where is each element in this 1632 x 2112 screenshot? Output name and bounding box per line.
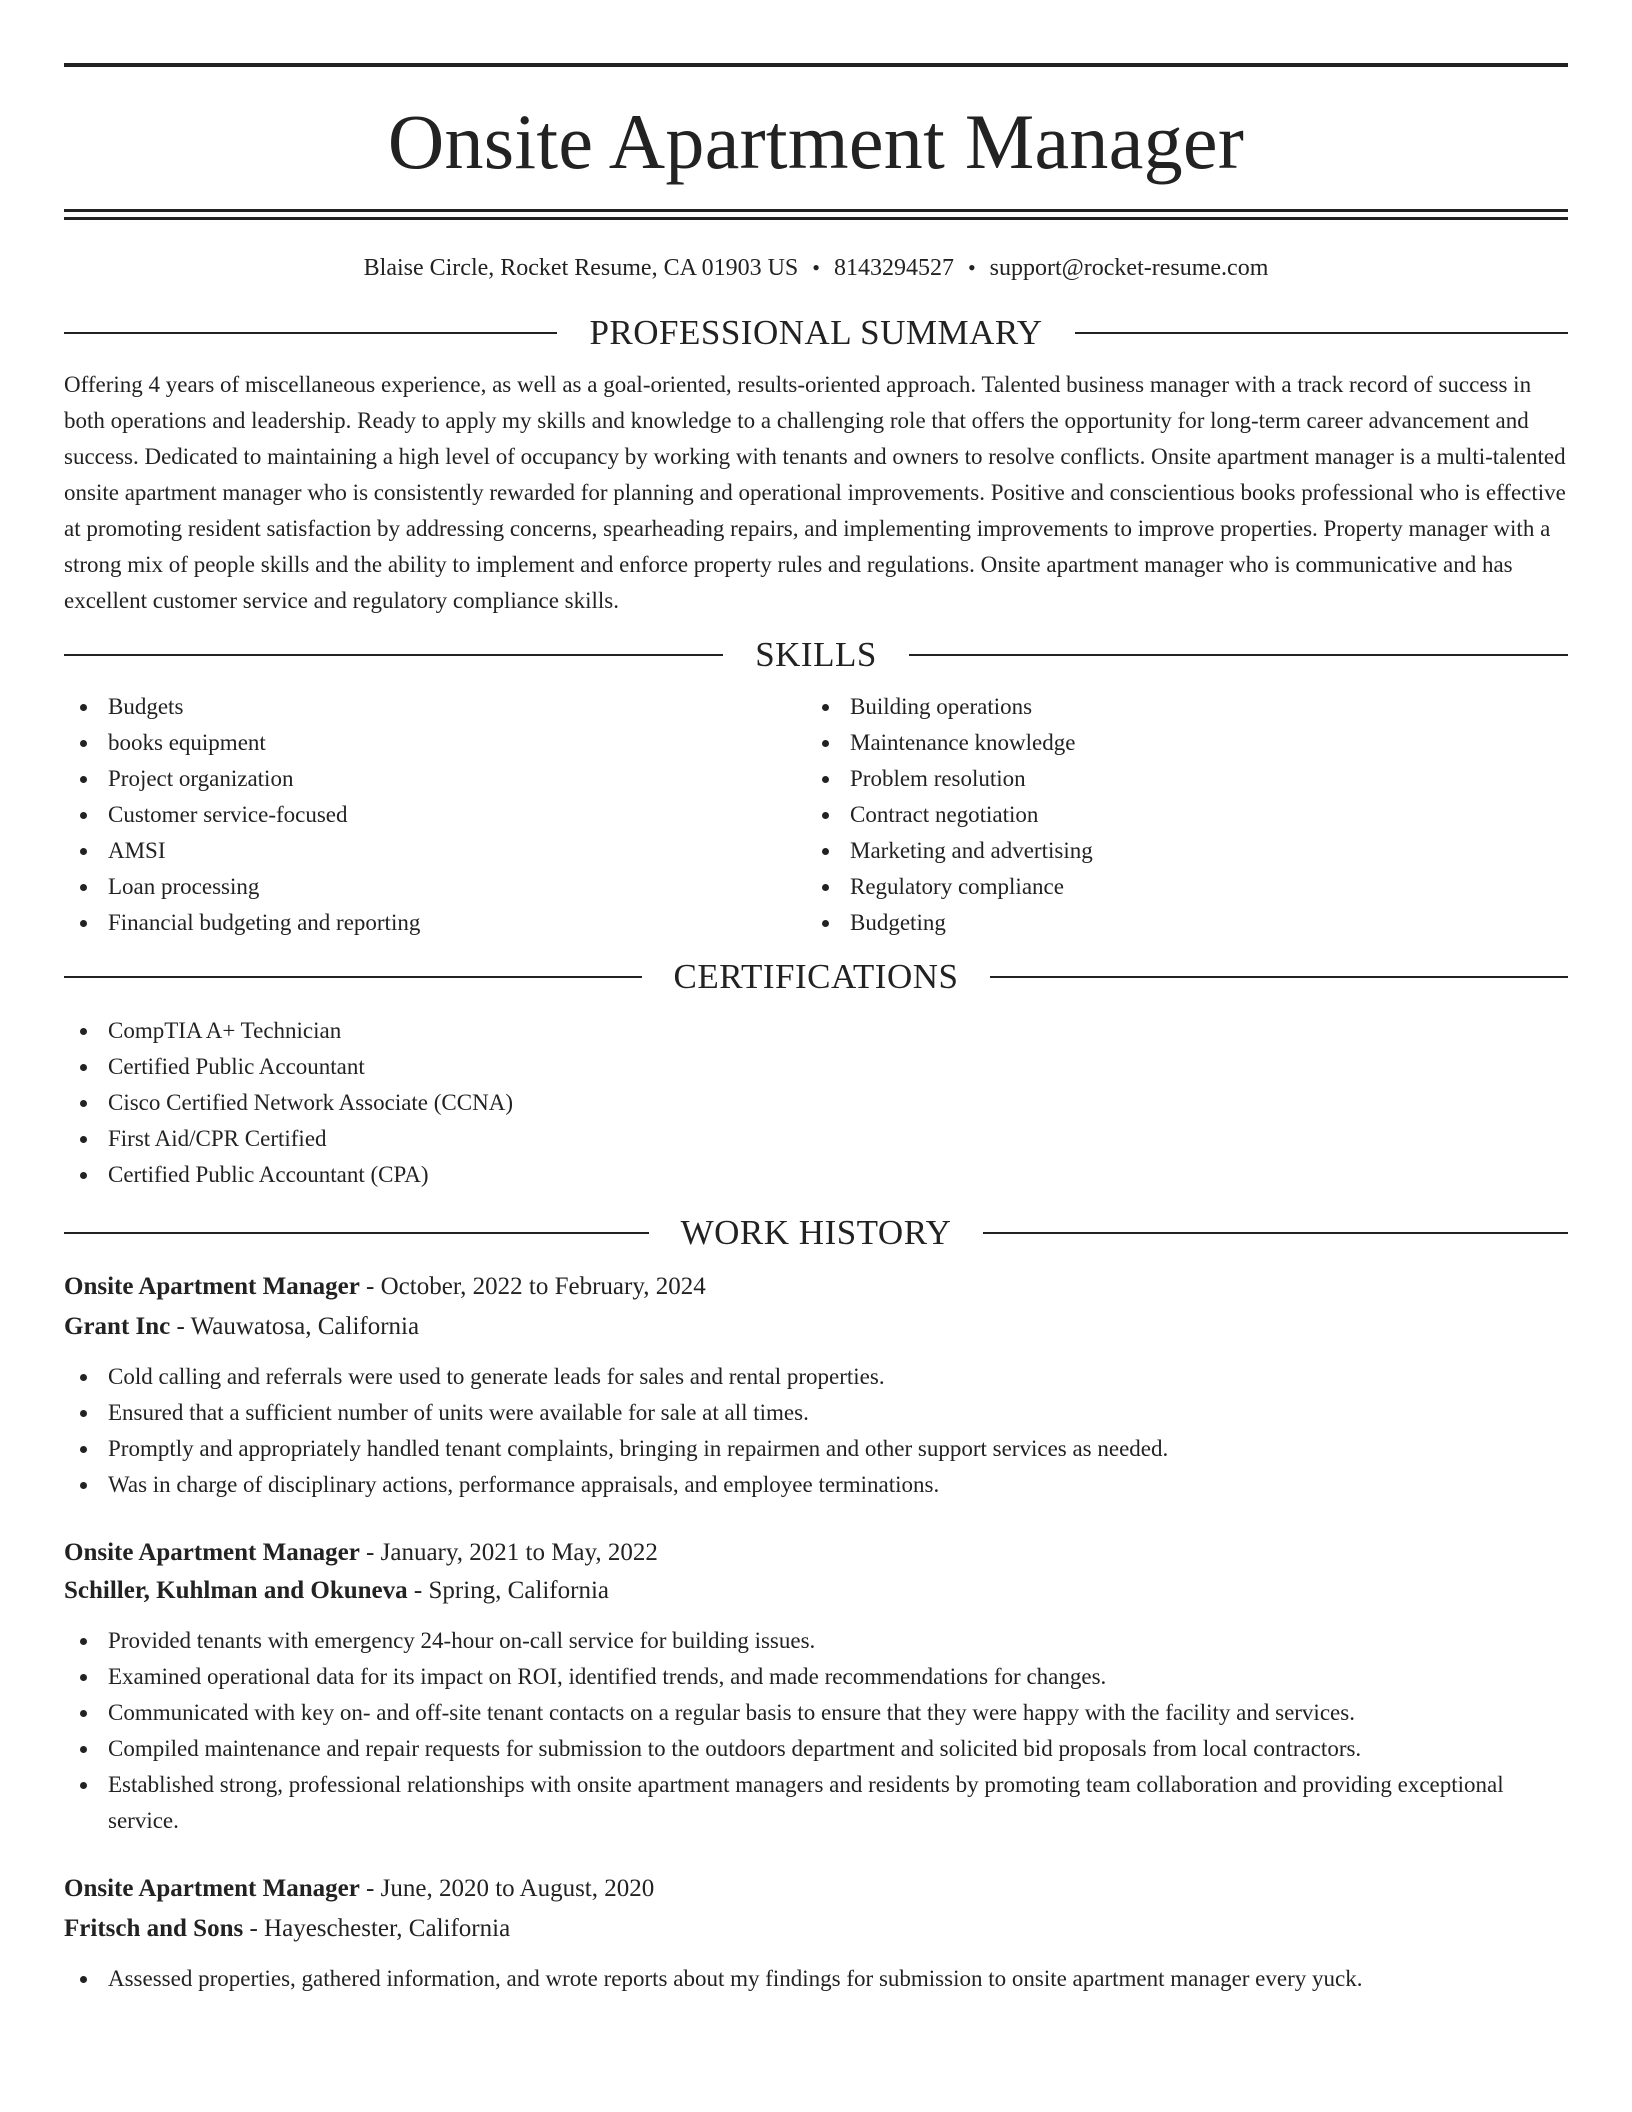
list-item: Building operations xyxy=(806,689,1548,725)
list-item: Contract negotiation xyxy=(806,797,1548,833)
heading-rule xyxy=(64,332,557,334)
list-item: Loan processing xyxy=(64,869,806,905)
section-title: CERTIFICATIONS xyxy=(673,957,959,996)
contact-address: Blaise Circle, Rocket Resume, CA 01903 US xyxy=(363,255,799,281)
list-item: Promptly and appropriately handled tenant complaints, bringing in repairmen and other support services as needed. xyxy=(64,1431,1568,1467)
heading-rule xyxy=(909,654,1568,656)
job-title-line xyxy=(64,1269,1568,1305)
section-heading-work-history xyxy=(64,1211,1568,1255)
job-bullets xyxy=(64,1623,1568,1839)
job-bullets xyxy=(64,1359,1568,1503)
list-item: Cold calling and referrals were used to generate leads for sales and rental properties. xyxy=(64,1359,1568,1395)
top-rule xyxy=(64,63,1568,67)
skills-columns xyxy=(64,689,1568,941)
job-title: Onsite Apartment Manager xyxy=(64,1539,360,1566)
list-item: CompTIA A+ Technician xyxy=(64,1013,1568,1049)
job-company: Fritsch and Sons xyxy=(64,1915,244,1942)
heading-rule xyxy=(64,1232,649,1234)
heading-rule xyxy=(990,976,1568,978)
job-company-line xyxy=(64,1573,1568,1609)
contact-phone: 8143294527 xyxy=(833,255,954,281)
list-item: Regulatory compliance xyxy=(806,869,1548,905)
header-double-rule xyxy=(64,209,1568,220)
list-item: Problem resolution xyxy=(806,761,1548,797)
job-entry xyxy=(64,1269,1568,1503)
contact-line xyxy=(64,253,1568,283)
list-item: Cisco Certified Network Associate (CCNA) xyxy=(64,1085,1568,1121)
list-item: Was in charge of disciplinary actions, performance appraisals, and employee terminations. xyxy=(64,1467,1568,1503)
job-bullets xyxy=(64,1961,1568,1997)
list-item: Budgeting xyxy=(806,905,1548,941)
heading-rule xyxy=(64,654,723,656)
list-item: First Aid/CPR Certified xyxy=(64,1121,1568,1157)
contact-email: support@rocket-resume.com xyxy=(989,255,1269,281)
list-item: Communicated with key on- and off-site tenant contacts on a regular basis to ensure that they were happy with the facility and services. xyxy=(64,1695,1568,1731)
job-dates: - June, 2020 to August, 2020 xyxy=(359,1875,655,1902)
section-heading-summary xyxy=(64,311,1568,355)
list-item: Maintenance knowledge xyxy=(806,725,1548,761)
list-item: Budgets xyxy=(64,689,806,725)
job-location: - Hayeschester, California xyxy=(243,1915,511,1942)
job-company-line xyxy=(64,1309,1568,1345)
list-item: Financial budgeting and reporting xyxy=(64,905,806,941)
list-item: Ensured that a sufficient number of units were available for sale at all times. xyxy=(64,1395,1568,1431)
job-entry xyxy=(64,1535,1568,1839)
list-item: Compiled maintenance and repair requests for submission to the outdoors department and solicited bid proposals from local contractors. xyxy=(64,1731,1568,1767)
contact-separator: • xyxy=(812,255,820,280)
resume-page xyxy=(64,63,1568,1997)
job-company: Schiller, Kuhlman and Okuneva xyxy=(64,1577,408,1604)
job-title-line xyxy=(64,1871,1568,1907)
job-company-line xyxy=(64,1911,1568,1947)
job-company: Grant Inc xyxy=(64,1313,171,1340)
list-item: Customer service-focused xyxy=(64,797,806,833)
list-item: AMSI xyxy=(64,833,806,869)
job-entry xyxy=(64,1871,1568,1997)
job-title-line xyxy=(64,1535,1568,1571)
heading-rule xyxy=(983,1232,1568,1234)
list-item: books equipment xyxy=(64,725,806,761)
section-title: WORK HISTORY xyxy=(680,1213,952,1252)
section-title: SKILLS xyxy=(755,635,877,674)
skills-list-left xyxy=(64,689,806,941)
job-location: - Spring, California xyxy=(407,1577,609,1604)
list-item: Marketing and advertising xyxy=(806,833,1548,869)
certifications-list xyxy=(64,1013,1568,1193)
list-item: Established strong, professional relationships with onsite apartment managers and residents by promoting team collaboration and providing exceptional service. xyxy=(64,1767,1568,1839)
heading-rule xyxy=(64,976,642,978)
list-item: Certified Public Accountant xyxy=(64,1049,1568,1085)
list-item: Examined operational data for its impact on ROI, identified trends, and made recommendations for changes. xyxy=(64,1659,1568,1695)
resume-name-title: Onsite Apartment Manager xyxy=(387,98,1245,185)
list-item: Certified Public Accountant (CPA) xyxy=(64,1157,1568,1193)
skills-list-right xyxy=(806,689,1548,941)
section-heading-skills xyxy=(64,633,1568,677)
job-dates: - October, 2022 to February, 2024 xyxy=(359,1273,706,1300)
job-dates: - January, 2021 to May, 2022 xyxy=(359,1539,658,1566)
section-heading-certifications xyxy=(64,955,1568,999)
job-title: Onsite Apartment Manager xyxy=(64,1273,360,1300)
heading-rule xyxy=(1075,332,1568,334)
list-item: Project organization xyxy=(64,761,806,797)
summary-paragraph: Offering 4 years of miscellaneous experience, as well as a goal-oriented, results-oriented approach. Talented business manager with a track record of success in both operations and leadership. Ready to apply my skills and knowledge to a challenging role that offers the opportunity for long-term career advancement and success. Dedicated to maintaining a high level of occupancy by working with tenants and owners to resolve conflicts. Onsite apartment manager is a multi-talented onsite apartment manager who is consistently rewarded for planning and operational improvements. Positive and conscientious books professional who is effective at promoting resident satisfaction by addressing concerns, spearheading repairs, and implementing improvements to improve properties. Property manager with a strong mix of people skills and the ability to implement and enforce property rules and regulations. Onsite apartment manager who is communicative and has excellent customer service and regulatory compliance skills. xyxy=(64,372,1566,613)
job-title: Onsite Apartment Manager xyxy=(64,1875,360,1902)
job-location: - Wauwatosa, California xyxy=(170,1313,420,1340)
section-title: PROFESSIONAL SUMMARY xyxy=(589,313,1043,352)
list-item: Assessed properties, gathered information, and wrote reports about my findings for submission to onsite apartment manager every yuck. xyxy=(64,1961,1568,1997)
list-item: Provided tenants with emergency 24-hour on-call service for building issues. xyxy=(64,1623,1568,1659)
contact-separator: • xyxy=(967,255,976,280)
